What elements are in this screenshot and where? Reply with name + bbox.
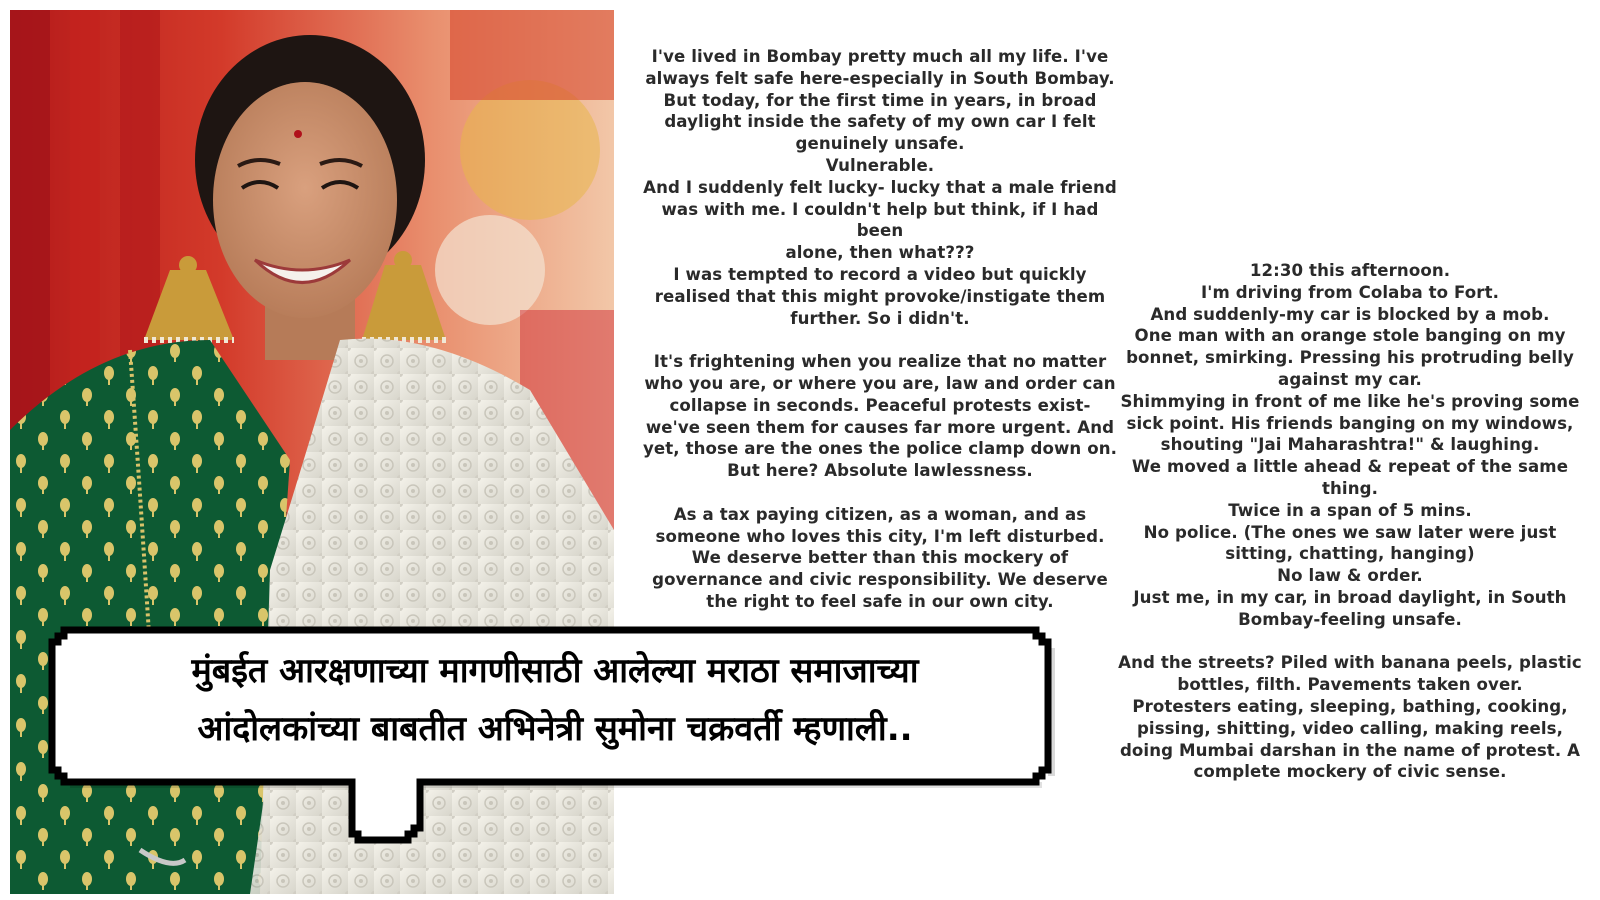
caption-line-2: आंदोलकांच्या बाबतीत अभिनेत्री सुमोना चक्रवर्ती म्हणाली.. (197, 709, 913, 749)
caption-line-1: मुंबईत आरक्षणाच्या मागणीसाठी आलेल्या मराठा समाजाच्या (191, 651, 919, 691)
caption-text (80, 642, 1030, 758)
story-text-right: 12:30 this afternoon. I'm driving from Colaba to Fort. And suddenly-my car is blocked by a mob. One man with an orange stole banging on my bonnet, smirking. Pressing his protruding belly against my car. Shimmying in front of me like he's proving some sick point. His friends banging on my windows, shouting "Jai Maharashtra!" & laughing. We moved a little ahead & repeat of the same thing. Twice in a span of 5 mins. No police. (The ones we saw later were just sitting, chatting, hanging) No law & order. Just me, in my car, in broad daylight, in South Bombay-feeling unsafe. And the streets? Piled with banana peels, plastic bottles, filth. Pavements taken over. Protesters eating, sleeping, bathing, cooking, pissing, shitting, video calling, making reels, doing Mumbai darshan in the name of protest. A complete mockery of civic sense. (1118, 261, 1582, 782)
story-text-left: I've lived in Bombay pretty much all my life. I've always felt safe here-especially in South Bombay. But today, for the first time in years, in broad daylight inside the safety of my own car I felt genuinely unsafe. Vulnerable. And I suddenly felt lucky- lucky that a male friend was with me. I couldn't help but think, if I had been alone, then what??? I was tempted to record a video but quickly realised that this might provoke/instigate them further. So i didn't. It's frightening when you realize that no matter who you are, or where you are, law and order can collapse in seconds. Peaceful protests exist- we've seen them for causes far more urgent. And yet, those are the ones the police clamp down on. But here? Absolute lawlessness. As a tax paying citizen, as a woman, and as someone who loves this city, I'm left disturbed. We deserve better than this mockery of governance and civic responsibility. We deserve the right to feel safe in our own city. (642, 47, 1118, 611)
caption-speech-bubble (40, 618, 1070, 868)
